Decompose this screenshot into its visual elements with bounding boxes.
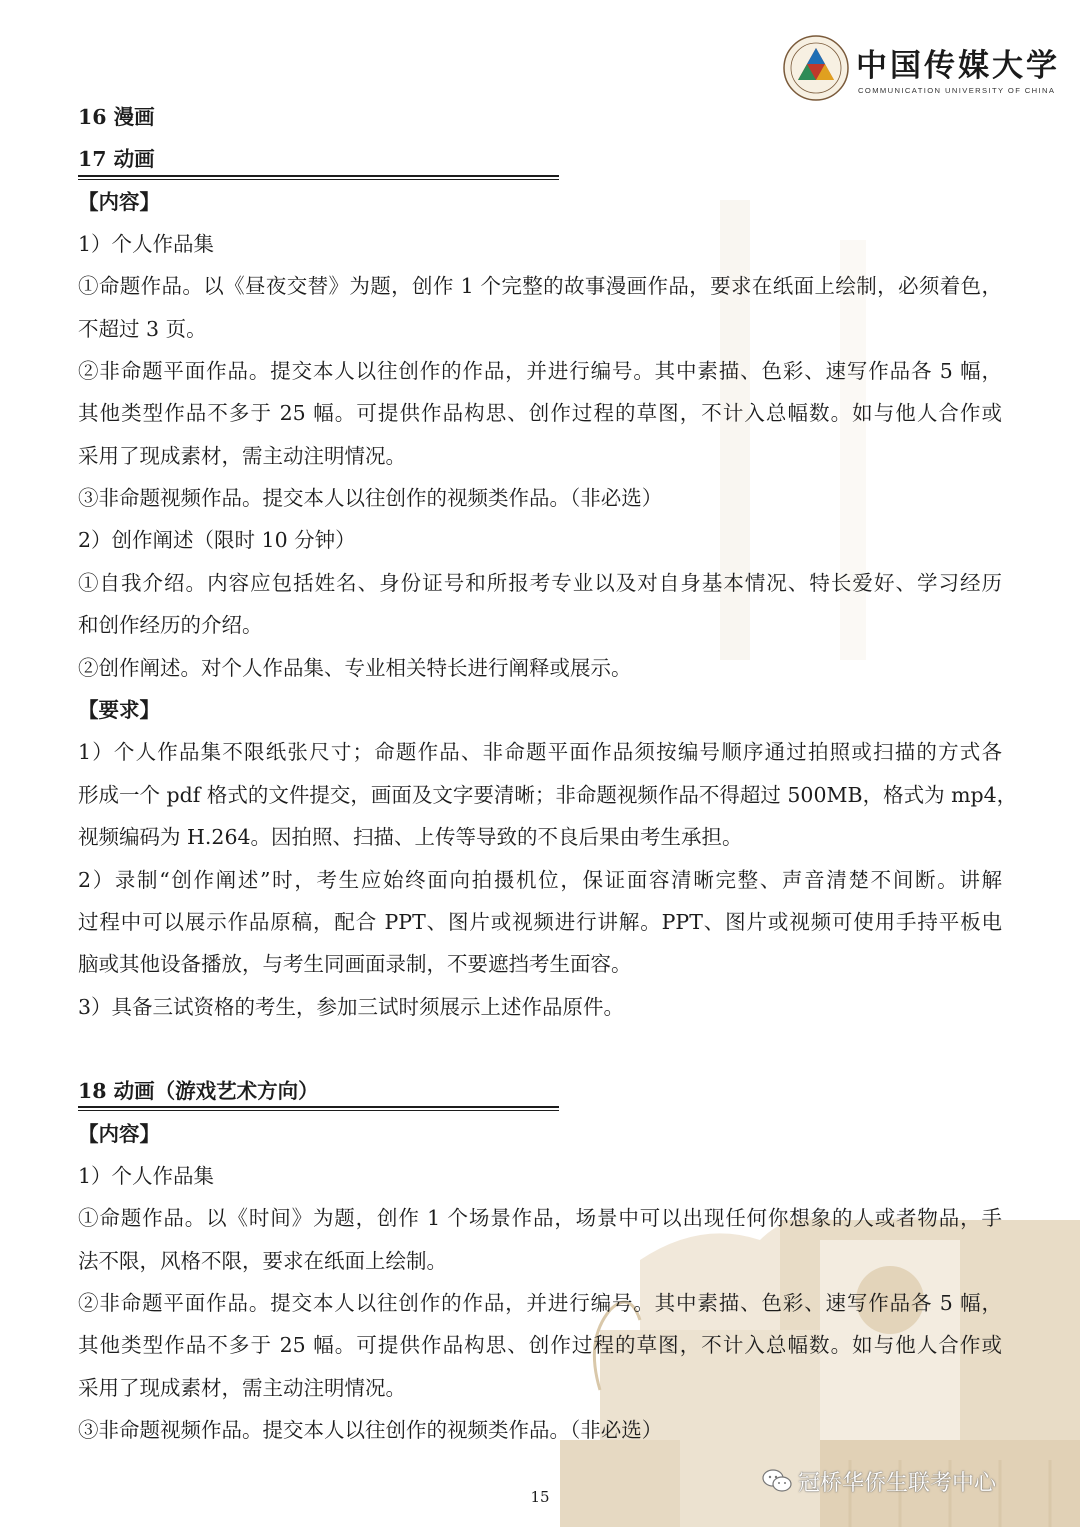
chat-bubble-icon: [762, 1468, 792, 1494]
paragraph-line: 2）录制“创作阐述”时，考生应始终面向拍摄机位，保证面容清晰完整、声音清楚不间断。讲解: [78, 868, 1002, 892]
heading-rule: [78, 1106, 559, 1111]
section-heading-16: 16 漫画: [78, 105, 155, 129]
content-label: 【内容】: [78, 190, 160, 214]
paragraph-line: 其他类型作品不多于 25 幅。可提供作品构思、创作过程的草图，不计入总幅数。如与他人合作或: [78, 1333, 1002, 1357]
paragraph-line: ①自我介绍。内容应包括姓名、身份证号和所报考专业以及对自身基本情况、特长爱好、学习经历: [78, 571, 1002, 595]
paragraph-line: 采用了现成素材，需主动注明情况。: [78, 444, 406, 468]
paragraph-line: 其他类型作品不多于 25 幅。可提供作品构思、创作过程的草图，不计入总幅数。如与他人合作或: [78, 401, 1002, 425]
section-heading-17: 17 动画: [78, 147, 155, 171]
university-name: 中国传媒大学: [856, 48, 1060, 84]
paragraph-line: 形成一个 pdf 格式的文件提交，画面及文字要清晰；非命题视频作品不得超过 500MB，格式为 mp4，: [78, 783, 1018, 807]
paragraph-line: 1）个人作品集不限纸张尺寸；命题作品、非命题平面作品须按编号顺序通过拍照或扫描的方式各: [78, 740, 1002, 764]
paragraph-line: ③非命题视频作品。提交本人以往创作的视频类作品。（非必选）: [78, 1418, 663, 1442]
paragraph-line: 1）个人作品集: [78, 1164, 215, 1188]
paragraph-line: ①命题作品。以《昼夜交替》为题，创作 1 个完整的故事漫画作品，要求在纸面上绘制，必须着色，: [78, 274, 1002, 298]
paragraph-line: 脑或其他设备播放，与考生同画面录制，不要遮挡考生面容。: [78, 952, 632, 976]
paragraph-line: ③非命题视频作品。提交本人以往创作的视频类作品。（非必选）: [78, 486, 663, 510]
content-label: 【内容】: [78, 1122, 160, 1146]
requirements-label: 【要求】: [78, 698, 160, 722]
page-number: 15: [530, 1488, 550, 1506]
paragraph-line: ②非命题平面作品。提交本人以往创作的作品，并进行编号。其中素描、色彩、速写作品各 5 幅，: [78, 359, 1002, 383]
watermark-text: 冠桥华侨生联考中心: [798, 1470, 997, 1496]
paragraph-line: 视频编码为 H.264。因拍照、扫描、上传等导致的不良后果由考生承担。: [78, 825, 743, 849]
paragraph-line: 3）具备三试资格的考生，参加三试时须展示上述作品原件。: [78, 995, 625, 1019]
paragraph-line: ②创作阐述。对个人作品集、专业相关特长进行阐释或展示。: [78, 656, 632, 680]
paragraph-line: 法不限，风格不限，要求在纸面上绘制。: [78, 1249, 447, 1273]
paragraph-line: 1）个人作品集: [78, 232, 215, 256]
university-english-name: COMMUNICATION UNIVERSITY OF CHINA: [858, 86, 1056, 95]
paragraph-line: 不超过 3 页。: [78, 317, 207, 341]
paragraph-line: 采用了现成素材，需主动注明情况。: [78, 1376, 406, 1400]
paragraph-line: ②非命题平面作品。提交本人以往创作的作品，并进行编号。其中素描、色彩、速写作品各 5 幅，: [78, 1291, 1002, 1315]
heading-rule: [78, 175, 559, 180]
section-heading-18: 18 动画（游戏艺术方向）: [78, 1079, 319, 1103]
paragraph-line: 和创作经历的介绍。: [78, 613, 263, 637]
account-watermark: [762, 1464, 996, 1498]
paragraph-line: ①命题作品。以《时间》为题，创作 1 个场景作品，场景中可以出现任何你想象的人或者物品，手: [78, 1206, 1002, 1230]
paragraph-line: 2）创作阐述（限时 10 分钟）: [78, 528, 356, 552]
paragraph-line: 过程中可以展示作品原稿，配合 PPT、图片或视频进行讲解。PPT、图片或视频可使用手持平板电: [78, 910, 1002, 934]
